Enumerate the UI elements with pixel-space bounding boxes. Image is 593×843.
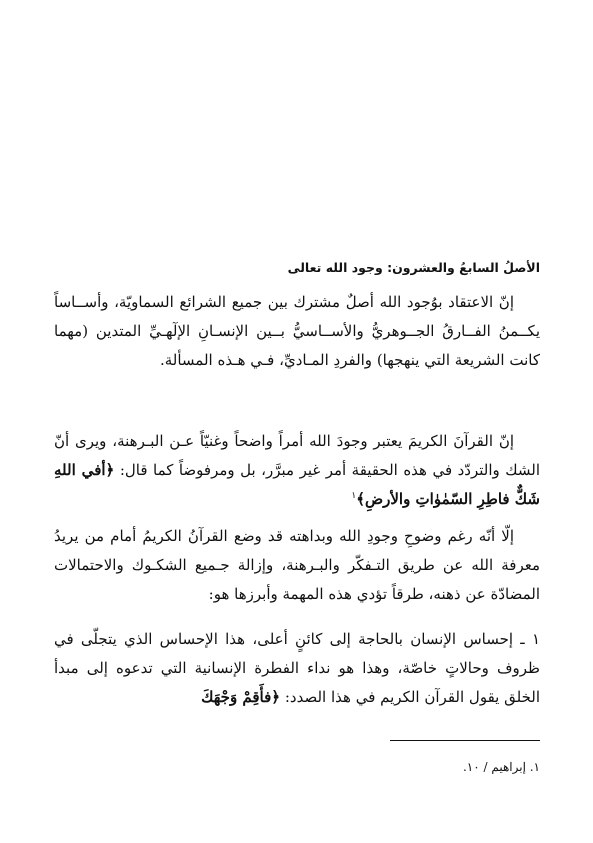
section-heading: الأصلُ السابعُ والعشرون: وجود الله تعالى [287,260,540,275]
paragraph-2-text: إنّ القرآنَ الكريمَ يعتبر وجودَ الله أمراً واضحاً وغنيّاً عـن البـرهنة، ويرى أنّ الشك والتردّد في هذه الحقيقة أمر غير مبرَّر، بل ومرفوضاً كما قال: [54,432,540,479]
paragraph-4-text: ١ ـ إحساس الإنسان بالحاجة إلى كائنٍ أعلى، هذا الإحساس الذي يتجلّى في ظروف وحالاتٍ خاصّة، وهذا هو نداء الفطرة الإنسانية التي تدعوه إلى مبدأ الخلق يقول القرآن الكريم في هذا الصدد: [54,630,540,706]
paragraph-2 [54,427,540,514]
quran-quote-2: ﴿فأَقِمْ وَجْهَكَ [201,688,281,706]
paragraph-3: إلّا أنّه رغم وضوحِ وجودِ الله وبداهته قد وضع القرآنُ الكريمُ أمام من يريدُ معرفة الله عن طريق التـفكّر والبـرهنة، وإزالة جـميع الشكـوك والاحتمالات المضادّة عن ذهنه، طرقاً تؤدي هذه المهمة وأبرزها هو: [54,527,540,603]
footnote: ١. إبراهيم / ١٠. [462,760,540,774]
quran-quote: ﴿أفي اللهِ شَكٌّ فاطِرِ السّمٰوٰاتِ والأرضِ﴾ [54,461,540,508]
paragraph-4 [54,625,540,712]
footnote-divider [390,740,540,741]
paragraph-1: إنّ الاعتقاد بوُجود الله أصلٌ مشترك بين جميع الشرائع السماويّة، وأســاساً يكــمنُ الفــارقُ الجــوهريُّ والأســاسيُّ بــين الإنسـانِ الإلٓهـيِّ المتدين (مهما كانت الشريعة التي ينهجها) والفردِ المـاديِّ، فـي هـذه المسألة. [54,293,540,369]
footnote-reference: ١ [351,491,357,501]
